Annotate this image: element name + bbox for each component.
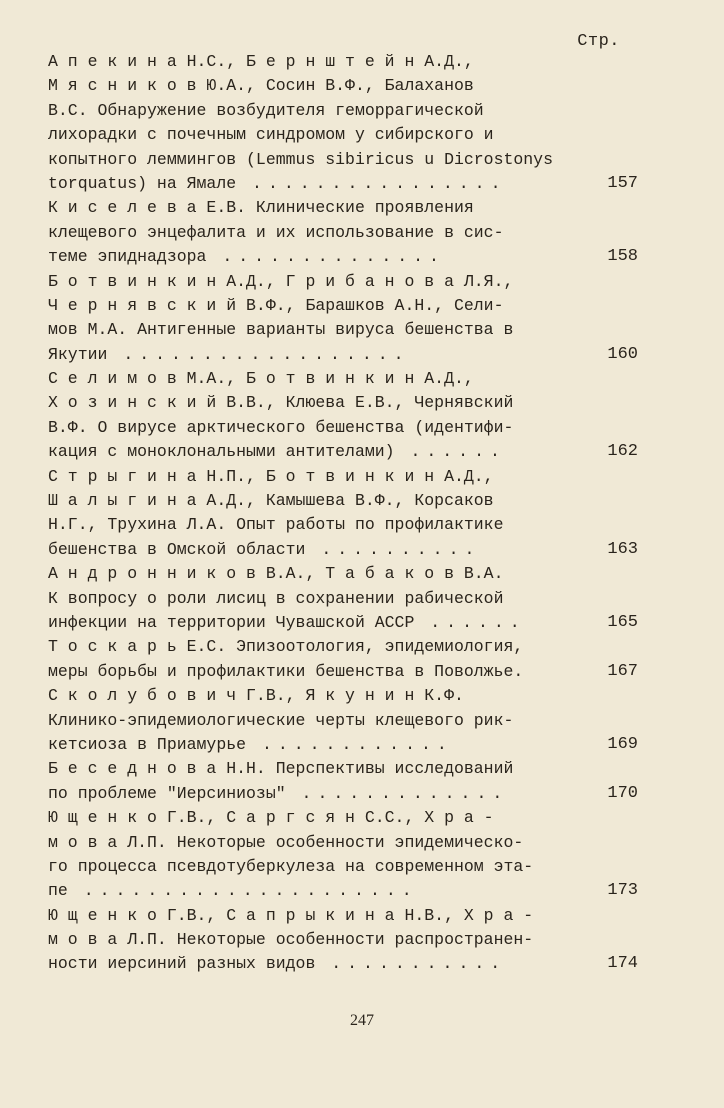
toc-entry-text: пе: [48, 881, 68, 901]
toc-entry: [48, 465, 638, 563]
toc-entry-text: Ю щ е н к о Г.В., С а п р ы к и н а Н.В., Х р а -: [48, 905, 534, 925]
dot-leader: ......: [414, 612, 526, 632]
toc-entry-text: лихорадки с почечным синдромом у сибирского и: [48, 125, 494, 145]
toc-entry-text: С т р ы г и н а Н.П., Б о т в и н к и н А.Д.,: [48, 466, 494, 486]
toc-entry-text: теме эпиднадзора: [48, 247, 207, 267]
toc-entry-line: [48, 635, 638, 659]
toc-entry-line: [48, 660, 638, 684]
toc-entry: [48, 367, 638, 465]
toc-entry: [48, 635, 638, 684]
toc-entry-text: инфекции на территории Чувашской АССР: [48, 612, 415, 632]
toc-entry-line: [48, 733, 638, 757]
toc-entry-line: [48, 50, 638, 74]
dot-leader: ...........: [315, 954, 507, 974]
toc-entry-line: [48, 538, 638, 562]
toc-entry-text: клещевого энцефалита и их использование в сис-: [48, 222, 504, 242]
toc-entry-page: 165: [607, 612, 638, 632]
toc-entry-text: К вопросу о роли лисиц в сохранении рабической: [48, 588, 504, 608]
toc-entry-text: В.С. Обнаружение возбудителя геморрагической: [48, 100, 484, 120]
toc-entry-page: 157: [607, 173, 638, 193]
toc-entry-line: [48, 489, 638, 513]
toc-entry-line: [48, 782, 638, 806]
toc-entry-page: 173: [607, 881, 638, 901]
toc-entry-text: Б е с е д н о в а Н.Н. Перспективы исследований: [48, 759, 514, 779]
toc-entry-page: 169: [607, 734, 638, 754]
toc-entry-line: [48, 367, 638, 391]
toc-entry-text: С е л и м о в М.А., Б о т в и н к и н А.Д.,: [48, 369, 474, 389]
toc-entry-text: Т о с к а р ь Е.С. Эпизоотология, эпидемиология,: [48, 637, 524, 657]
toc-entry-line: [48, 440, 638, 464]
toc-entry-line: [48, 465, 638, 489]
toc-entry-line: [48, 952, 638, 976]
toc-entry-page: 163: [607, 539, 638, 559]
toc-entry-line: [48, 99, 638, 123]
toc-entry-text: кетсиоза в Приамурье: [48, 734, 247, 754]
toc-entry-text: кация с моноклональными антителами): [48, 442, 395, 462]
toc-entry: [48, 196, 638, 269]
toc-entry-text: К и с е л е в а Е.В. Клинические проявления: [48, 198, 474, 218]
toc-entry: [48, 50, 638, 196]
toc-entry-line: [48, 196, 638, 220]
toc-entry-line: [48, 562, 638, 586]
dot-leader: .............: [285, 783, 509, 803]
table-of-contents: [48, 50, 638, 977]
toc-entry-text: копытного леммингов (Lemmus sibiricus u Dicrostonys: [48, 149, 553, 169]
toc-entry-text: torquatus) на Ямале: [48, 173, 237, 193]
toc-entry-line: [48, 416, 638, 440]
toc-entry-text: Ч е р н я в с к и й В.Ф., Барашков А.Н., Сели-: [48, 295, 504, 315]
toc-entry-text: М я с н и к о в Ю.А., Сосин В.Ф., Балаханов: [48, 76, 474, 96]
toc-entry-text: С к о л у б о в и ч Г.В., Я к у н и н К.Ф.: [48, 686, 464, 706]
toc-entry: [48, 806, 638, 904]
dot-leader: ..................: [107, 344, 410, 364]
toc-entry-page: 162: [607, 442, 638, 462]
toc-entry-line: [48, 806, 638, 830]
toc-entry-line: [48, 611, 638, 635]
toc-entry-text: го процесса псевдотуберкулеза на современном эта-: [48, 856, 534, 876]
toc-entry-line: [48, 270, 638, 294]
toc-entry-text: Н.Г., Трухина Л.А. Опыт работы по профилактике: [48, 515, 504, 535]
toc-entry-line: [48, 757, 638, 781]
toc-entry-text: Клинико-эпидемиологические черты клещевого рик-: [48, 710, 514, 730]
toc-entry-line: [48, 928, 638, 952]
toc-entry: [48, 270, 638, 368]
toc-entry-text: м о в а Л.П. Некоторые особенности эпидемическо-: [48, 832, 524, 852]
toc-entry-text: ности иерсиний разных видов: [48, 954, 316, 974]
toc-entry: [48, 684, 638, 757]
toc-entry-text: Ш а л ы г и н а А.Д., Камышева В.Ф., Корсаков: [48, 491, 494, 511]
dot-leader: ..............: [206, 247, 445, 267]
toc-entry-line: [48, 709, 638, 733]
toc-entry-line: [48, 343, 638, 367]
toc-entry-text: бешенства в Омской области: [48, 539, 306, 559]
toc-entry-text: Х о з и н с к и й В.В., Клюева Е.В., Чернявский: [48, 393, 514, 413]
toc-entry-line: [48, 245, 638, 269]
dot-leader: ............: [246, 734, 453, 754]
toc-entry-line: [48, 172, 638, 196]
toc-entry: [48, 904, 638, 977]
toc-entry-line: [48, 904, 638, 928]
toc-entry-text: Б о т в и н к и н А.Д., Г р и б а н о в а Л.Я.,: [48, 271, 514, 291]
dot-leader: ..........: [305, 539, 481, 559]
toc-entry-text: мов М.А. Антигенные варианты вируса бешенства в: [48, 320, 514, 340]
toc-entry-text: Якутии: [48, 344, 108, 364]
toc-entry-line: [48, 513, 638, 537]
dot-leader: ......: [394, 442, 506, 462]
toc-entry-text: В.Ф. О вирусе арктического бешенства (идентифи-: [48, 417, 514, 437]
toc-entry-line: [48, 855, 638, 879]
toc-entry-page: 174: [607, 954, 638, 974]
dot-leader: ................: [236, 173, 507, 193]
toc-entry-page: 160: [607, 344, 638, 364]
toc-entry-line: [48, 221, 638, 245]
toc-entry-text: Ю щ е н к о Г.В., С а р г с я н С.С., Х р а -: [48, 808, 494, 828]
toc-entry-line: [48, 318, 638, 342]
toc-entry-page: 158: [607, 247, 638, 267]
toc-entry-line: [48, 391, 638, 415]
toc-entry-line: [48, 74, 638, 98]
toc-entry-text: по проблеме "Иерсиниозы": [48, 783, 286, 803]
toc-entry: [48, 757, 638, 806]
toc-entry-text: м о в а Л.П. Некоторые особенности распространен-: [48, 930, 534, 950]
page-column-label: Стр.: [577, 32, 620, 51]
dot-leader: .....................: [67, 881, 418, 901]
toc-entry-line: [48, 879, 638, 903]
toc-entry: [48, 562, 638, 635]
toc-entry-line: [48, 123, 638, 147]
page-number: 247: [350, 1012, 374, 1029]
toc-entry-line: [48, 831, 638, 855]
toc-entry-text: А п е к и н а Н.С., Б е р н ш т е й н А.Д.,: [48, 52, 474, 71]
toc-entry-line: [48, 684, 638, 708]
toc-entry-line: [48, 294, 638, 318]
toc-entry-text: меры борьбы и профилактики бешенства в Поволжье.: [48, 661, 524, 681]
toc-entry-page: 167: [607, 661, 638, 681]
toc-entry-page: 170: [607, 783, 638, 803]
toc-entry-text: А н д р о н н и к о в В.А., Т а б а к о в В.А.: [48, 564, 504, 584]
toc-entry-line: [48, 148, 638, 172]
toc-entry-line: [48, 587, 638, 611]
